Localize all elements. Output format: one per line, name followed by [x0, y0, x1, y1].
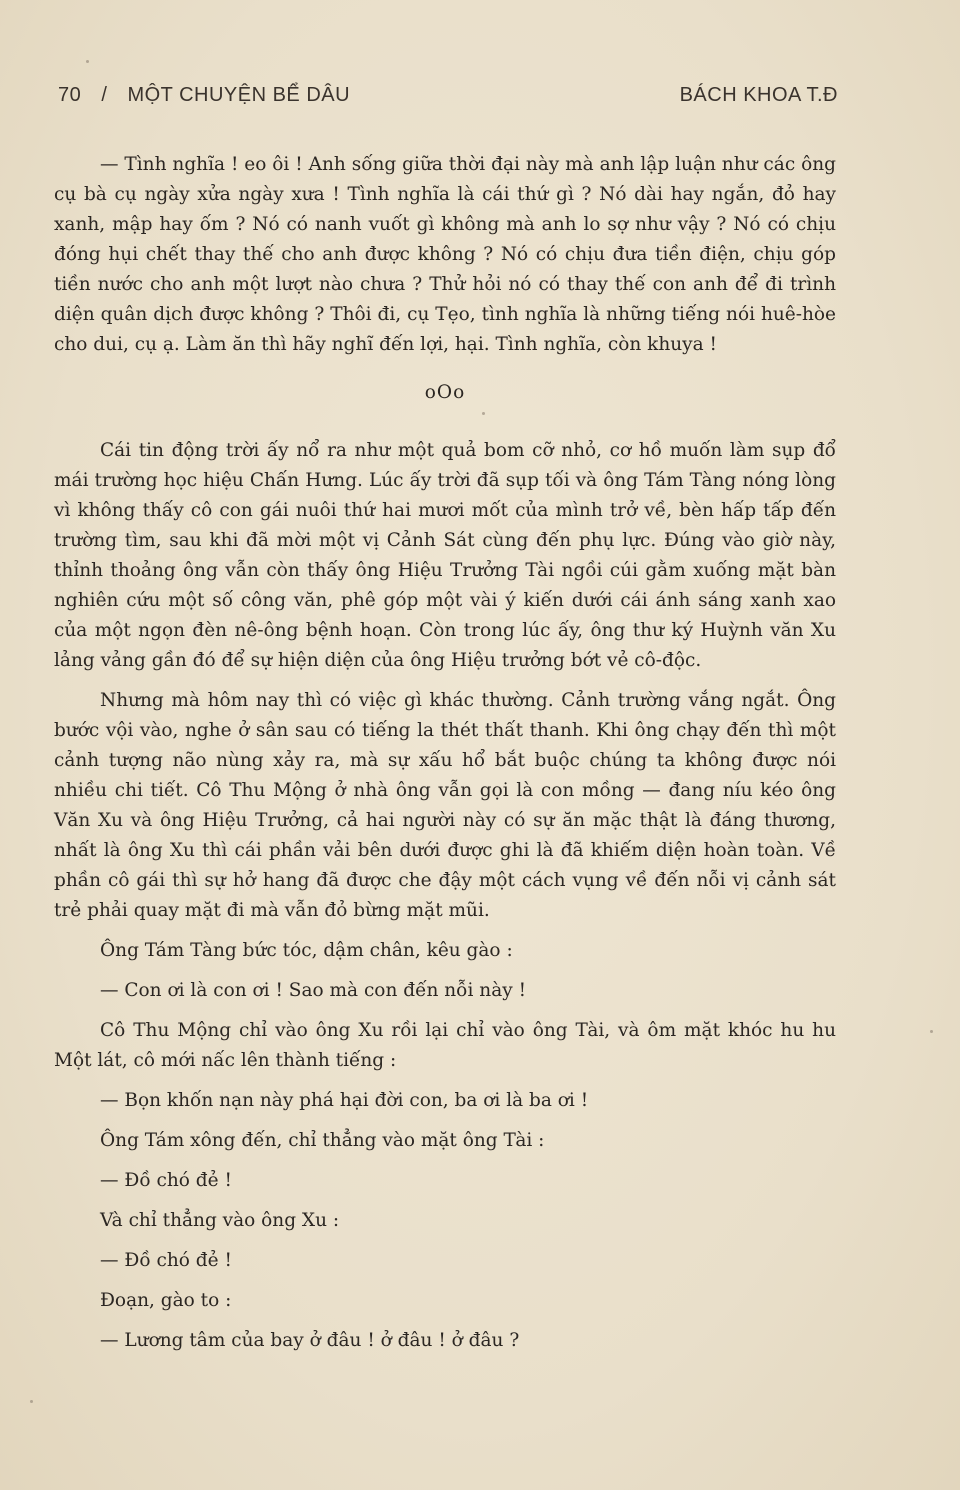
dialogue-line: — Con ơi là con ơi ! Sao mà con đến nỗi này !: [100, 980, 527, 1001]
magazine-name: BÁCH KHOA T.Đ: [679, 84, 838, 106]
dialogue-line: — Bọn khốn nạn này phá hại đời con, ba ơi là ba ơi !: [100, 1090, 589, 1111]
header-separator: /: [101, 84, 108, 106]
paragraph-line: Đoạn, gào to :: [100, 1290, 232, 1311]
page-number: 70: [58, 84, 82, 106]
page-header: [58, 84, 838, 107]
dialogue-line: — Đồ chó đẻ !: [100, 1250, 232, 1271]
dialogue-line: — Lương tâm của bay ở đâu ! ở đâu ! ở đâu ?: [100, 1330, 520, 1351]
dialogue-line: — Đồ chó đẻ !: [100, 1170, 232, 1191]
paragraph-line: Và chỉ thẳng vào ông Xu :: [100, 1210, 340, 1231]
section-separator: oOo: [424, 382, 466, 403]
paragraph-line: Ông Tám Tàng bức tóc, dậm chân, kêu gào :: [100, 940, 513, 961]
header-left: [58, 84, 364, 107]
paragraph-line: Cô Thu Mộng chỉ vào ông Xu rồi lại chỉ vào ông Tài, và ôm mặt khóc hu hu Một lát, cô mới nấc lên thành tiếng :: [54, 1020, 836, 1071]
paper-speck: [30, 1400, 33, 1403]
paragraph-line: Ông Tám xông đến, chỉ thẳng vào mặt ông Tài :: [100, 1130, 545, 1151]
paragraph-news: Cái tin động trời ấy nổ ra như một quả bom cỡ nhỏ, cơ hồ muốn làm sụp đổ mái trường học hiệu Chấn Hưng. Lúc ấy trời đã sụp tối và ông Tám Tàng nóng lòng vì không thấy cô con gái nuôi thứ hai mươi mốt của mình trở về, bèn hấp tấp đến trường tìm, sau khi đã mời một vị Cảnh Sát cùng đến phụ lực. Đúng vào giờ này, thỉnh thoảng ông vẫn còn thấy ông Hiệu Trưởng Tài ngồi cúi gằm xuống mặt bàn nghiên cứu một số công văn, phê góp một vài ý kiến dưới cái ánh sáng xanh xao của một ngọn đèn nê-ông bệnh hoạn. Còn trong lúc ấy, ông thư ký Huỳnh văn Xu lảng vảng gần đó để sự hiện diện của ông Hiệu trưởng bớt vẻ cô-độc.: [54, 440, 836, 671]
article-body: [54, 150, 836, 1356]
paper-speck: [86, 60, 89, 63]
paragraph-scene: Nhưng mà hôm nay thì có việc gì khác thường. Cảnh trường vắng ngắt. Ông bước vội vào, nghe ở sân sau có tiếng la thét thất thanh. Khi ông chạy đến thì một cảnh tượng não nùng xảy ra, mà sự xấu hổ bắt buộc chúng ta không được nói nhiều chi tiết. Cô Thu Mộng ở nhà ông vẫn gọi là con mồng — đang níu kéo ông Văn Xu và ông Hiệu Trưởng, cả hai người này có sự ăn mặc thật là đáng thương, nhất là ông Xu thì cái phần vải bên dưới được ghi là đã khiếm diện hoàn toàn. Về phần cô gái thì sự hở hang đã được che đậy một cách vụng về đến nỗi vị cảnh sát trẻ phải quay mặt đi mà vẫn đỏ bừng mặt mũi.: [54, 690, 836, 921]
paper-speck: [482, 412, 485, 415]
paragraph-dialogue-intro: — Tình nghĩa ! eo ôi ! Anh sống giữa thời đại này mà anh lập luận như các ông cụ bà cụ ngày xửa ngày xưa ! Tình nghĩa là cái thứ gì ? Nó dài hay ngắn, đỏ hay xanh, mập hay ốm ? Nó có nanh vuốt gì không mà anh lo sợ như vậy ? Nó có chịu đóng hụi chết thay thế cho anh được không ? Nó có chịu đưa tiền điện, chịu góp tiền nước cho anh một lượt nào chưa ? Thử hỏi nó có thay thế con anh để đi trình diện quân dịch được không ? Thôi đi, cụ Tẹo, tình nghĩa là những tiếng nói huê-hòe cho dui, cụ ạ. Làm ăn thì hãy nghĩ đến lợi, hại. Tình nghĩa, còn khuya !: [54, 154, 836, 355]
story-title: MỘT CHUYỆN BỂ DÂU: [127, 84, 351, 106]
paper-speck: [930, 1030, 933, 1033]
